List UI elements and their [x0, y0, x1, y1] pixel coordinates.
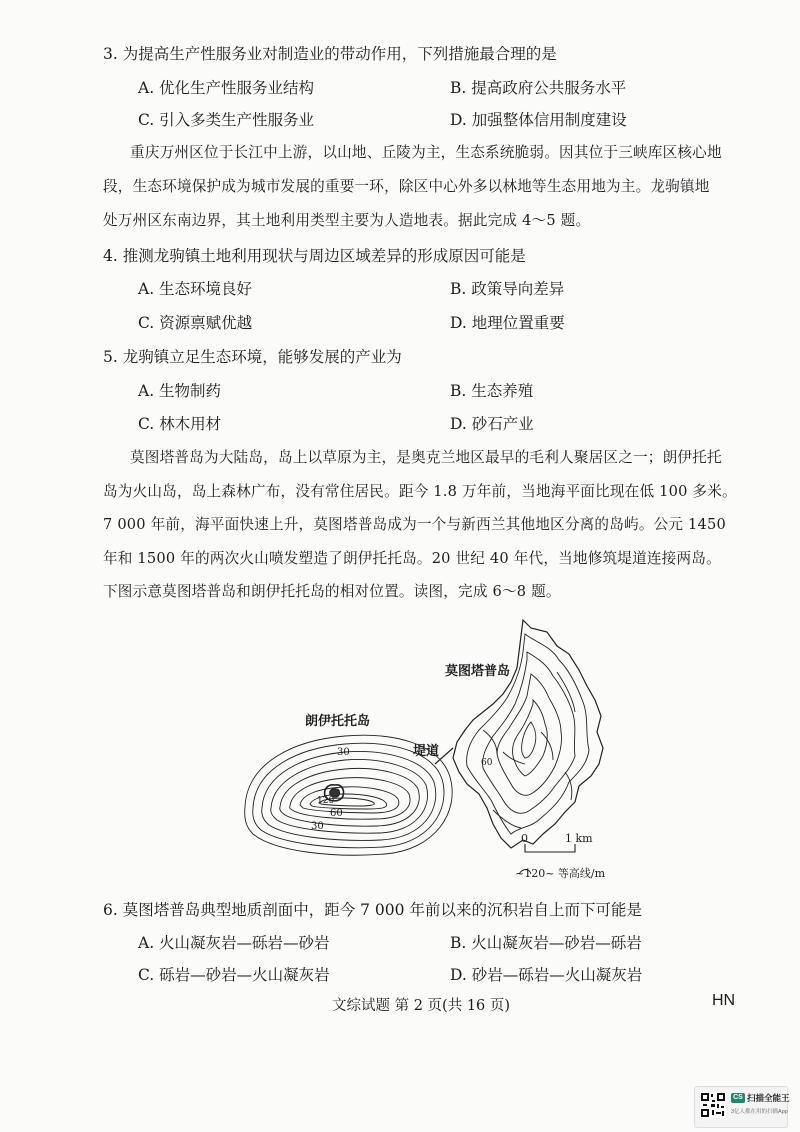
question-4-stem: 4. 推测龙驹镇土地利用现状与周边区域差异的形成原因可能是: [103, 247, 526, 265]
question-5-option-b: B. 生态养殖: [450, 382, 534, 400]
question-3-option-d: D. 加强整体信用制度建设: [450, 111, 627, 129]
contour-label-30-top: 30: [337, 747, 350, 758]
passage-1-line-1: 重庆万州区位于长江中上游，以山地、丘陵为主，生态系统脆弱。因其位于三峡库区核心地: [130, 144, 722, 161]
contour-legend-label: ~120~ 等高线/m: [515, 867, 606, 880]
scale-bar: [525, 844, 575, 852]
question-4-option-c: C. 资源禀赋优越: [138, 314, 253, 332]
passage-1-line-2: 段，生态环境保护成为城市发展的重要一环，除区中心外多以林地等生态用地为主。龙驹镇地: [103, 178, 710, 195]
passage-2-line-5: 下图示意莫图塔普岛和朗伊托托岛的相对位置。读图，完成 6～8 题。: [103, 583, 561, 600]
page-footer: 文综试题 第 2 页(共 16 页): [332, 998, 511, 1014]
question-5-option-a: A. 生物制药: [138, 382, 222, 400]
question-6-option-b: B. 火山凝灰岩—砂岩—砾岩: [450, 934, 642, 952]
passage-1-line-3: 处万州区东南边界，其土地利用类型主要为人造地表。据此完成 4～5 题。: [103, 212, 591, 229]
question-4-option-b: B. 政策导向差异: [450, 280, 565, 298]
question-5-option-c: C. 林木用材: [138, 415, 222, 433]
question-6-option-c: C. 砾岩—砂岩—火山凝灰岩: [138, 966, 330, 984]
question-3-option-c: C. 引入多类生产性服务业: [138, 111, 315, 129]
scanner-badge-title: 扫描全能王: [747, 1093, 790, 1103]
contour-label-120: 120: [317, 796, 335, 806]
region-code: HN: [712, 992, 736, 1009]
question-6-option-a: A. 火山凝灰岩—砾岩—砂岩: [138, 934, 330, 952]
question-3-option-a: A. 优化生产性服务业结构: [138, 79, 315, 97]
contour-label-30-bottom: 30: [311, 821, 324, 832]
passage-2-line-2: 岛为火山岛，岛上森林广布，没有常住居民。距今 1.8 万年前，当地海平面比现在低 100 多米。: [103, 483, 737, 500]
passage-2-line-4: 年和 1500 年的两次火山喷发塑造了朗伊托托岛。20 世纪 40 年代，当地修筑堤道连接两岛。: [103, 550, 721, 567]
scale-km-label: 1 km: [565, 832, 593, 845]
question-6-stem: 6. 莫图塔普岛典型地质剖面中，距今 7 000 年前以来的沉积岩自上而下可能是: [103, 901, 642, 919]
scale-zero-label: 0: [521, 832, 528, 845]
passage-2-line-1: 莫图塔普岛为大陆岛，岛上以草原为主，是奥克兰地区最早的毛利人聚居区之一；朗伊托托: [130, 449, 722, 466]
motutapu-label: 莫图塔普岛: [445, 664, 511, 679]
question-3-stem: 3. 为提高生产性服务业对制造业的带动作用，下列措施最合理的是: [103, 45, 557, 63]
question-3-option-b: B. 提高政府公共服务水平: [450, 79, 627, 97]
island-contour-map: [235, 612, 615, 887]
scanner-badge: [694, 1086, 788, 1128]
question-4-option-d: D. 地理位置重要: [450, 314, 565, 332]
question-5-option-d: D. 砂石产业: [450, 415, 534, 433]
camscanner-logo: CS: [731, 1093, 745, 1103]
contour-label-60-motutapu: 60: [481, 758, 493, 768]
passage-2-line-3: 7 000 年前，海平面快速上升，莫图塔普岛成为一个与新西兰其他地区分离的岛屿。公元 1450: [103, 516, 726, 533]
scanner-badge-subtitle: 3亿人都在用的扫描App: [731, 1109, 788, 1115]
motutapu-contours: [453, 620, 603, 848]
question-6-option-d: D. 砂岩—砾岩—火山凝灰岩: [450, 966, 643, 984]
contour-label-60: 60: [330, 808, 343, 819]
question-4-option-a: A. 生态环境良好: [138, 280, 253, 298]
qr-code-icon: [700, 1092, 726, 1118]
rangitoto-label: 朗伊托托岛: [305, 714, 371, 729]
question-5-stem: 5. 龙驹镇立足生态环境，能够发展的产业为: [103, 348, 402, 366]
causeway-label: 堤道: [413, 744, 440, 759]
